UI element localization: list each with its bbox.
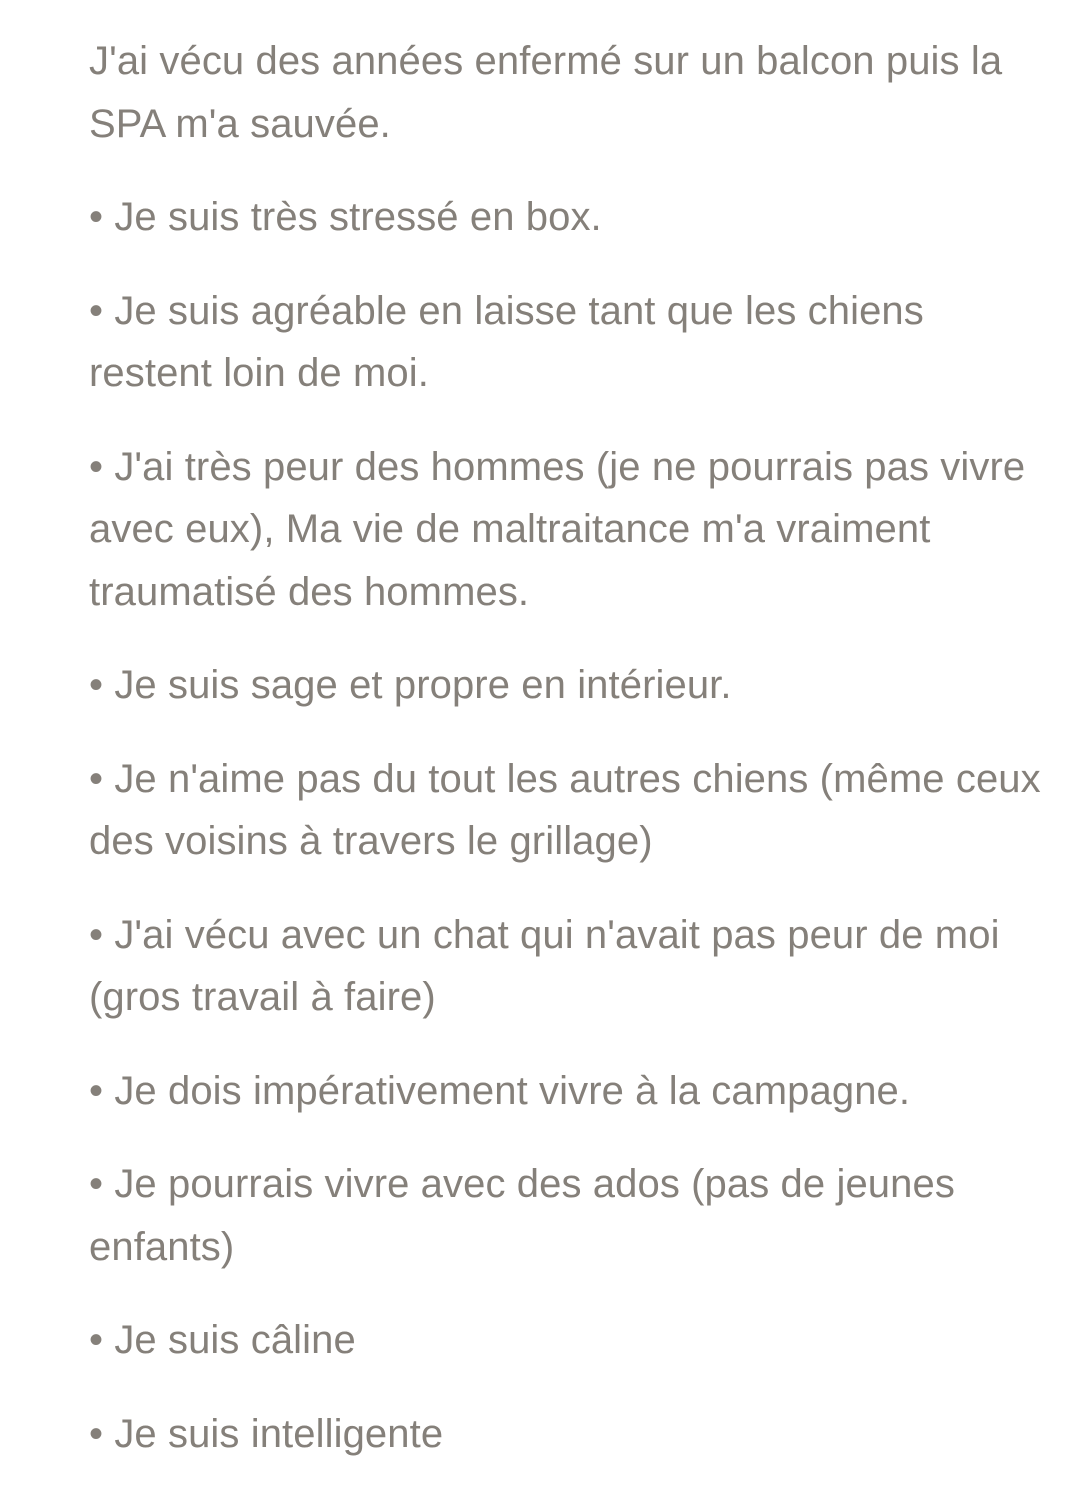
description-text: [89, 30, 1049, 1496]
list-item-indoor: • Je suis sage et propre en intérieur.: [89, 663, 732, 707]
list-item-countryside: • Je dois impérativement vivre à la campagne.: [89, 1068, 911, 1113]
list-item-leash: • Je suis agréable en laisse tant que les chiens restent loin de moi.: [89, 288, 924, 395]
list-item-cat: • J'ai vécu avec un chat qui n'avait pas peur de moi (gros travail à faire): [89, 912, 1000, 1019]
intro-paragraph: J'ai vécu des années enfermé sur un balcon puis la SPA m'a sauvée.: [89, 39, 1003, 146]
list-item-teens: • Je pourrais vivre avec des ados (pas de jeunes enfants): [89, 1162, 955, 1269]
list-item-fear-men: • J'ai très peur des hommes (je ne pourrais pas vivre avec eux), Ma vie de maltraitance m'a vraiment traumatisé des hommes.: [89, 444, 1026, 614]
list-item-stress-box: • Je suis très stressé en box.: [89, 195, 602, 239]
list-item-other-dogs: • Je n'aime pas du tout les autres chiens (même ceux des voisins à travers le grillage): [89, 756, 1041, 863]
list-item-intelligent: • Je suis intelligente: [89, 1411, 444, 1456]
list-item-cuddly: • Je suis câline: [89, 1318, 356, 1362]
